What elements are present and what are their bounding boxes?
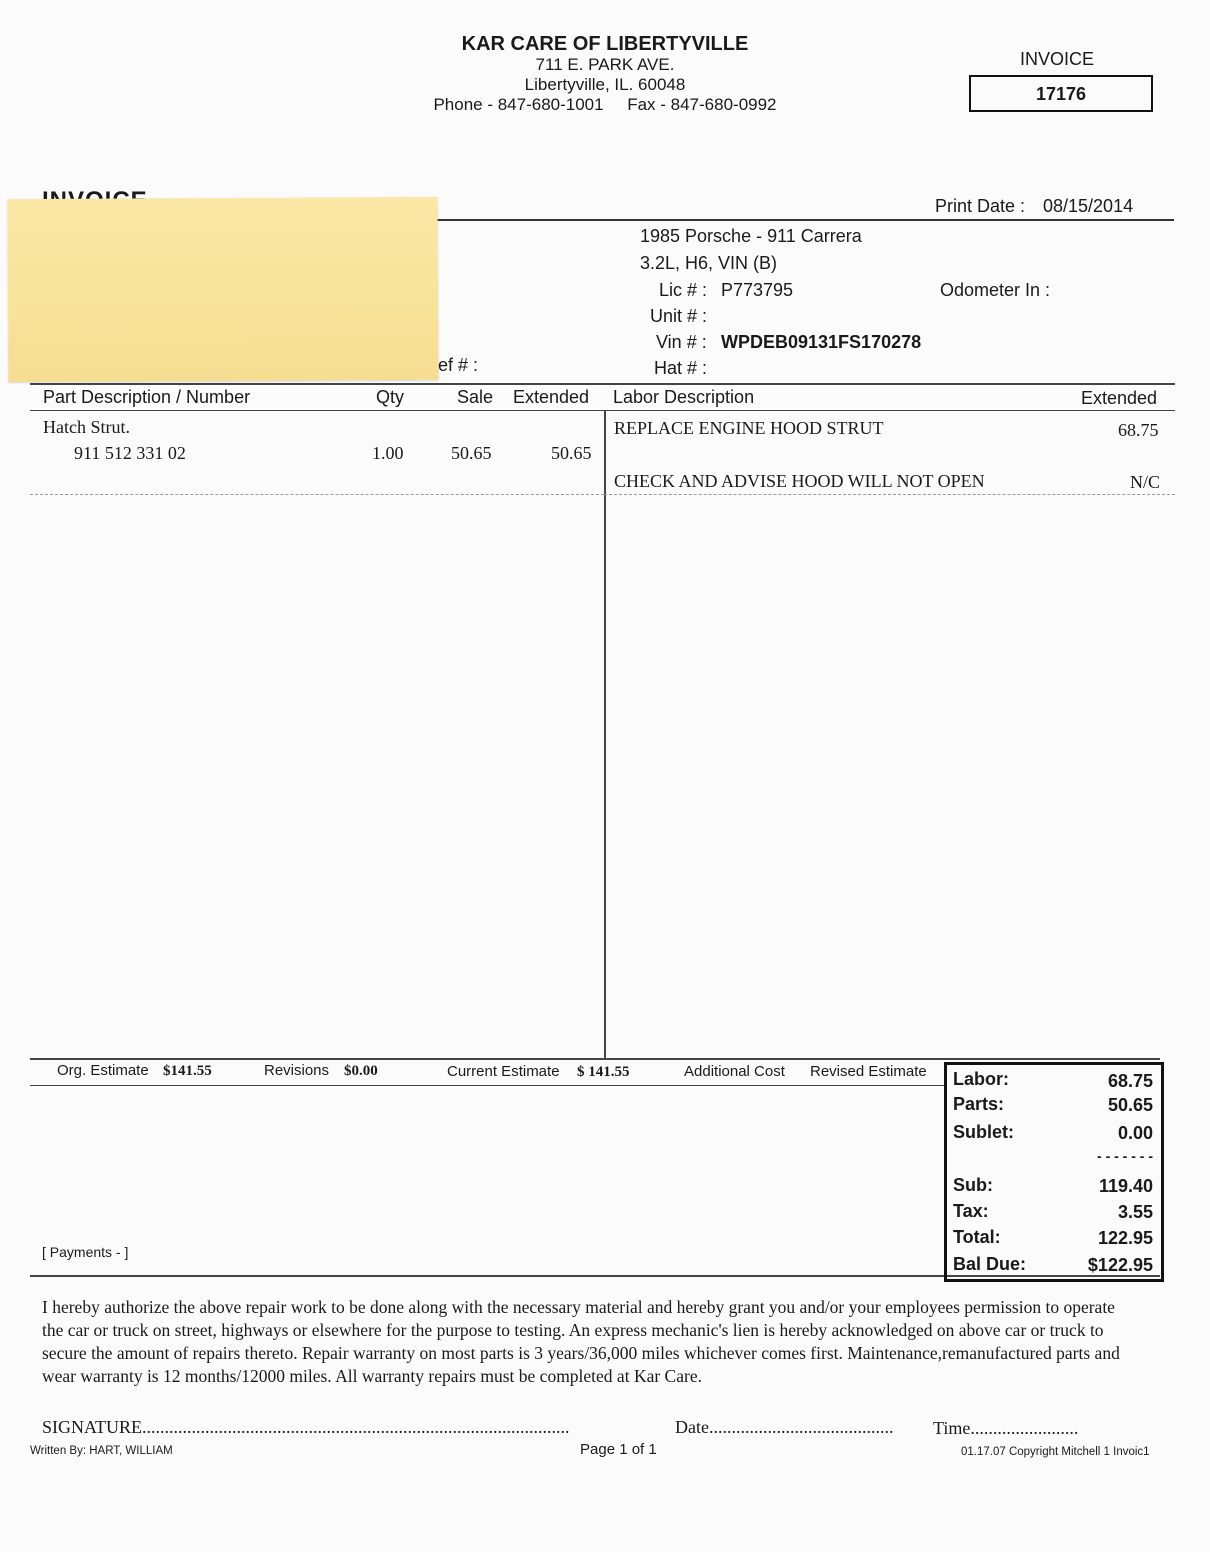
invoice-title-partial	[42, 187, 148, 199]
current-estimate-label: Current Estimate	[447, 1063, 560, 1080]
current-estimate-value: $ 141.55	[577, 1064, 630, 1080]
shop-phone-fax: Phone - 847-680-1001 Fax - 847-680-0992	[433, 95, 777, 114]
page-number: Page 1 of 1	[580, 1441, 657, 1458]
vehicle-engine: 3.2L, H6, VIN (B)	[640, 253, 778, 273]
revised-estimate-label: Revised Estimate	[810, 1063, 927, 1080]
date-line: Date.........................................	[675, 1417, 894, 1437]
print-date: 08/15/2014	[1043, 196, 1134, 216]
estimate-top-rule	[30, 1058, 1160, 1060]
parts-header-qty: Qty	[376, 387, 405, 407]
written-by: Written By: HART, WILLIAM	[30, 1445, 173, 1457]
labor-extended-2: N/C	[1130, 472, 1161, 492]
vin-value: WPDEB09131FS170278	[721, 332, 922, 352]
part-extended: 50.65	[551, 443, 592, 463]
totals-sublet-value: 0.00	[1117, 1123, 1153, 1143]
totals-bal-due-label: Bal Due:	[953, 1254, 1027, 1274]
shop-address-line2: Libertyville, IL. 60048	[524, 75, 686, 94]
additional-cost-label: Additional Cost	[684, 1063, 785, 1080]
shop-address-line1: 711 E. PARK AVE.	[535, 55, 675, 74]
totals-divider: - - - - - - -	[1097, 1148, 1153, 1164]
authorization-text: I hereby authorize the above repair work to be done along with the necessary material and hereby grant you and/or your employees permission to operate the car or truck on street, highways or elsewhere for the purpose to testing. An express mechanic's lien is hereby acknowledged on above car or truck to secure the amount of repairs thereto. Repair warranty on most parts is 3 years/36,000 miles whichever comes first. Maintenance,remanufactured parts and wear warranty is 12 months/12000 miles. All warranty repairs must be completed at Kar Care.	[42, 1297, 1120, 1386]
estimate-bottom-rule	[30, 1085, 944, 1086]
time-line: Time........................	[933, 1418, 1079, 1438]
columns-top-rule	[30, 383, 1175, 385]
labor-extended-1: 68.75	[1118, 420, 1159, 440]
totals-sub-label: Sub:	[953, 1175, 993, 1195]
totals-tax-label: Tax:	[953, 1201, 989, 1221]
odometer-label: Odometer In :	[940, 280, 1051, 300]
totals-parts-label: Parts:	[953, 1094, 1005, 1114]
invoice-label: INVOICE	[1020, 49, 1095, 69]
totals-labor-value: 68.75	[1107, 1071, 1153, 1091]
unit-label: Unit # :	[650, 306, 708, 326]
copyright: 01.17.07 Copyright Mitchell 1 Invoic1	[961, 1446, 1150, 1458]
lic-value: P773795	[721, 280, 794, 300]
parts-header-sale: Sale	[457, 387, 494, 407]
totals-sublet-label: Sublet:	[953, 1122, 1014, 1142]
totals-tax-value: 3.55	[1117, 1202, 1153, 1222]
part-sale: 50.65	[451, 443, 492, 463]
totals-labor-label: Labor:	[953, 1069, 1009, 1089]
labor-header-extended: Extended	[1081, 388, 1158, 408]
part-number: 911 512 331 02	[74, 443, 186, 463]
revisions-value: $0.00	[344, 1063, 378, 1079]
payments-label: [ Payments - ]	[42, 1244, 129, 1260]
labor-header-description: Labor Description	[613, 387, 755, 407]
sticky-note-redaction	[8, 197, 439, 382]
invoice-number: 17176	[1035, 84, 1087, 104]
labor-row-rule	[604, 494, 1175, 495]
totals-bal-due-value: $122.95	[1087, 1255, 1153, 1275]
part-description: Hatch Strut.	[43, 417, 130, 437]
totals-parts-value: 50.65	[1107, 1095, 1153, 1115]
parts-row-rule	[30, 494, 604, 495]
org-estimate-value: $141.55	[163, 1063, 212, 1079]
totals-total-value: 122.95	[1097, 1228, 1153, 1248]
ref-label: ef # :	[438, 355, 479, 375]
labor-description-1: REPLACE ENGINE HOOD STRUT	[614, 418, 884, 438]
signature-line: SIGNATURE...............................................................................................	[42, 1417, 570, 1437]
totals-sub-value: 119.40	[1098, 1176, 1153, 1196]
part-qty: 1.00	[372, 443, 404, 463]
columns-header-rule	[30, 410, 1175, 411]
revisions-label: Revisions	[264, 1062, 330, 1079]
parts-header-extended: Extended	[513, 387, 590, 407]
vin-label: Vin # :	[656, 332, 707, 352]
header-rule	[436, 219, 1174, 221]
labor-description-2: CHECK AND ADVISE HOOD WILL NOT OPEN	[614, 471, 985, 491]
shop-name: KAR CARE OF LIBERTYVILLE	[461, 33, 749, 55]
parts-labor-divider	[604, 410, 606, 1060]
hat-label: Hat # :	[654, 358, 708, 378]
print-date-label: Print Date :	[935, 196, 1026, 216]
org-estimate-label: Org. Estimate	[57, 1062, 149, 1079]
parts-header-description: Part Description / Number	[43, 387, 251, 407]
lic-label: Lic # :	[659, 280, 708, 300]
vehicle-description: 1985 Porsche - 911 Carrera	[640, 226, 862, 246]
totals-total-label: Total:	[953, 1227, 1001, 1247]
